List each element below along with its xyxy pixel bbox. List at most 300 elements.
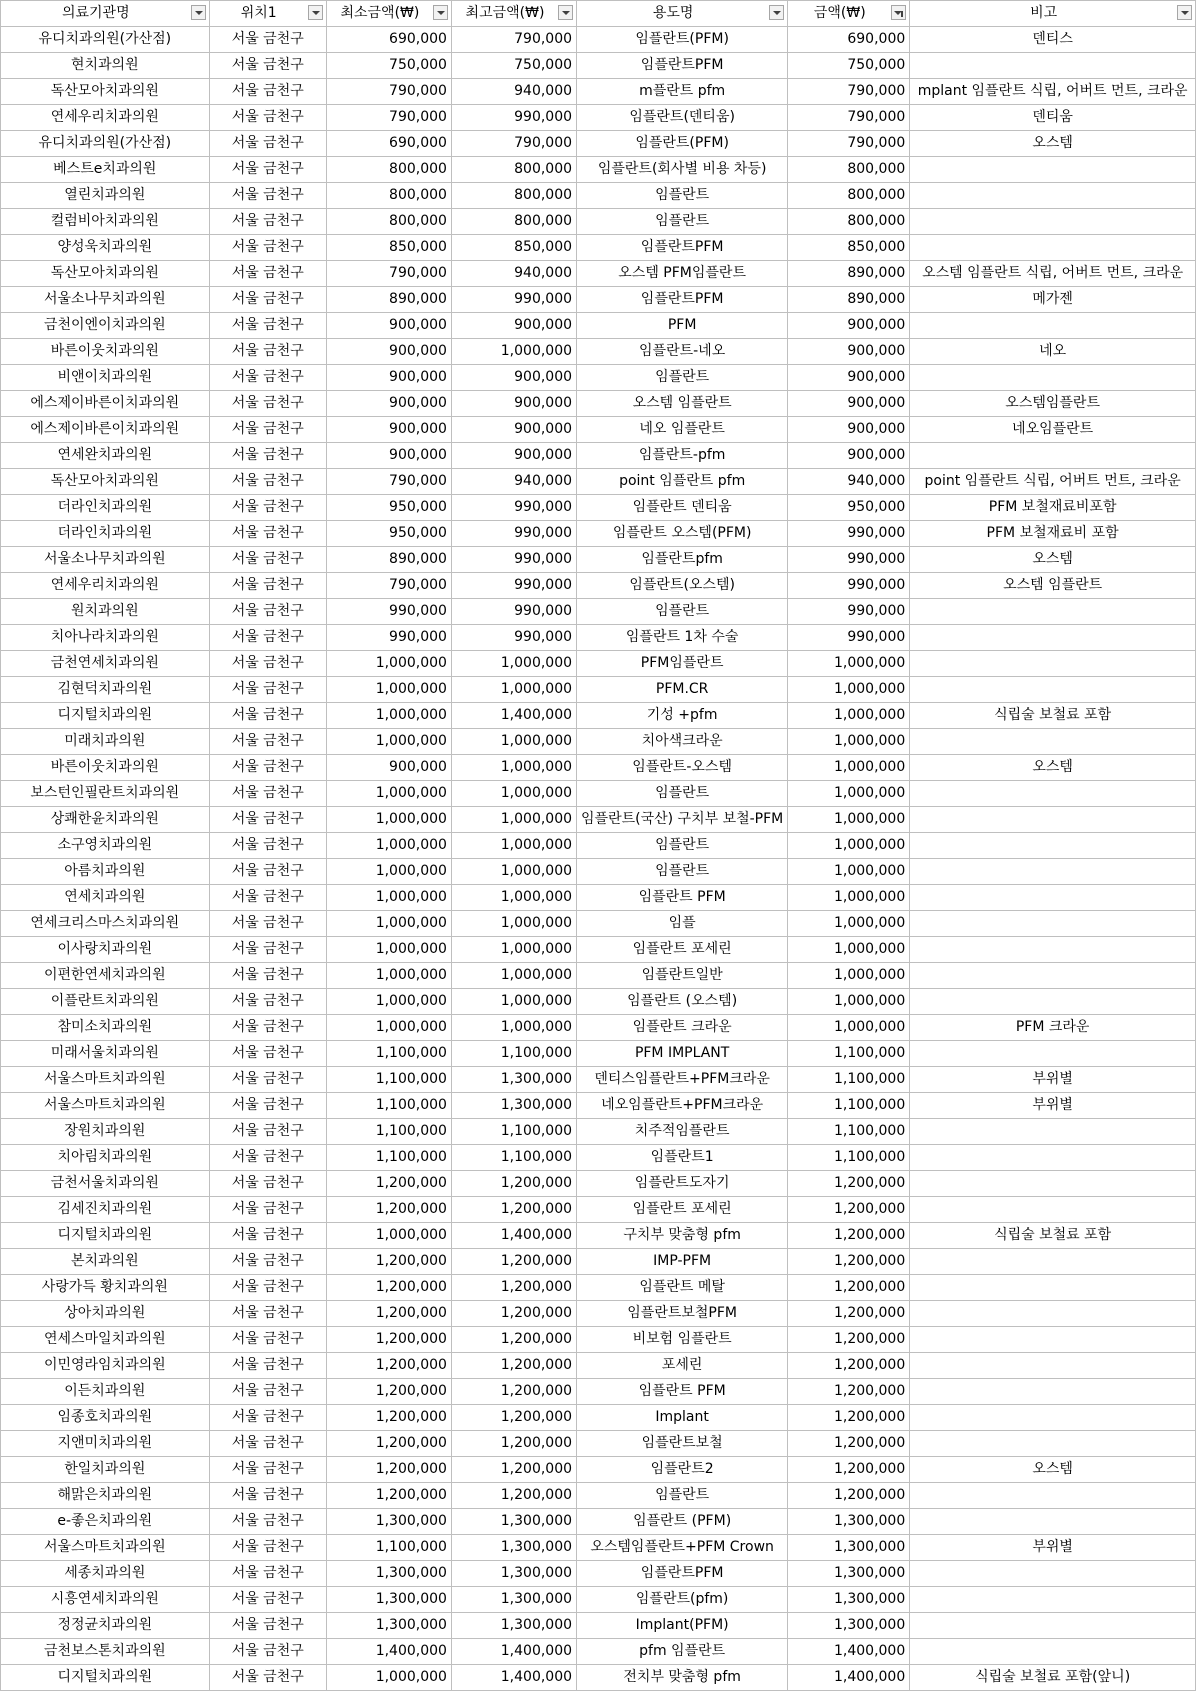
cell-institution-name[interactable]: 소구영치과의원: [1, 833, 210, 859]
cell-usage-name[interactable]: 임플란트-오스템: [577, 755, 788, 781]
cell-institution-name[interactable]: 바른이웃치과의원: [1, 755, 210, 781]
cell-max-amount[interactable]: 1,200,000: [451, 1353, 576, 1379]
cell-location[interactable]: 서울 금천구: [209, 547, 326, 573]
cell-usage-name[interactable]: PFM임플란트: [577, 651, 788, 677]
cell-location[interactable]: 서울 금천구: [209, 287, 326, 313]
cell-note[interactable]: [910, 365, 1196, 391]
cell-location[interactable]: 서울 금천구: [209, 1405, 326, 1431]
cell-note[interactable]: 식립술 보철료 포함: [910, 1223, 1196, 1249]
cell-institution-name[interactable]: 비앤이치과의원: [1, 365, 210, 391]
cell-amount[interactable]: 1,400,000: [788, 1665, 910, 1691]
cell-usage-name[interactable]: 임플란트PFM: [577, 287, 788, 313]
cell-min-amount[interactable]: 800,000: [326, 209, 451, 235]
cell-max-amount[interactable]: 1,100,000: [451, 1041, 576, 1067]
cell-amount[interactable]: 1,200,000: [788, 1197, 910, 1223]
cell-usage-name[interactable]: 임플란트PFM: [577, 235, 788, 261]
cell-amount[interactable]: 890,000: [788, 261, 910, 287]
cell-min-amount[interactable]: 790,000: [326, 79, 451, 105]
cell-amount[interactable]: 850,000: [788, 235, 910, 261]
cell-note[interactable]: [910, 1431, 1196, 1457]
cell-institution-name[interactable]: 현치과의원: [1, 53, 210, 79]
cell-max-amount[interactable]: 1,400,000: [451, 1223, 576, 1249]
cell-usage-name[interactable]: 임플란트1: [577, 1145, 788, 1171]
cell-location[interactable]: 서울 금천구: [209, 391, 326, 417]
cell-amount[interactable]: 950,000: [788, 495, 910, 521]
cell-max-amount[interactable]: 1,000,000: [451, 911, 576, 937]
cell-location[interactable]: 서울 금천구: [209, 1145, 326, 1171]
cell-institution-name[interactable]: 서울스마트치과의원: [1, 1067, 210, 1093]
cell-note[interactable]: [910, 183, 1196, 209]
cell-institution-name[interactable]: 더라인치과의원: [1, 521, 210, 547]
cell-amount[interactable]: 790,000: [788, 105, 910, 131]
cell-location[interactable]: 서울 금천구: [209, 1613, 326, 1639]
cell-location[interactable]: 서울 금천구: [209, 1509, 326, 1535]
cell-min-amount[interactable]: 800,000: [326, 157, 451, 183]
cell-location[interactable]: 서울 금천구: [209, 521, 326, 547]
cell-note[interactable]: [910, 1249, 1196, 1275]
cell-min-amount[interactable]: 1,200,000: [326, 1197, 451, 1223]
cell-note[interactable]: 식립술 보철료 포함(앞니): [910, 1665, 1196, 1691]
cell-max-amount[interactable]: 990,000: [451, 573, 576, 599]
cell-min-amount[interactable]: 1,300,000: [326, 1561, 451, 1587]
cell-usage-name[interactable]: 임플란트(국산) 구치부 보철-PFM: [577, 807, 788, 833]
cell-amount[interactable]: 1,300,000: [788, 1509, 910, 1535]
cell-location[interactable]: 서울 금천구: [209, 1197, 326, 1223]
cell-min-amount[interactable]: 1,000,000: [326, 859, 451, 885]
cell-max-amount[interactable]: 1,000,000: [451, 859, 576, 885]
cell-institution-name[interactable]: 김현덕치과의원: [1, 677, 210, 703]
cell-max-amount[interactable]: 940,000: [451, 469, 576, 495]
cell-institution-name[interactable]: 김세진치과의원: [1, 1197, 210, 1223]
cell-amount[interactable]: 1,200,000: [788, 1249, 910, 1275]
cell-max-amount[interactable]: 1,000,000: [451, 885, 576, 911]
cell-max-amount[interactable]: 1,200,000: [451, 1275, 576, 1301]
cell-institution-name[interactable]: 베스트e치과의원: [1, 157, 210, 183]
cell-location[interactable]: 서울 금천구: [209, 105, 326, 131]
cell-usage-name[interactable]: 기성 +pfm: [577, 703, 788, 729]
cell-max-amount[interactable]: 800,000: [451, 183, 576, 209]
cell-note[interactable]: 부위별: [910, 1535, 1196, 1561]
cell-amount[interactable]: 1,100,000: [788, 1041, 910, 1067]
cell-min-amount[interactable]: 790,000: [326, 469, 451, 495]
cell-usage-name[interactable]: 임플란트2: [577, 1457, 788, 1483]
cell-amount[interactable]: 800,000: [788, 157, 910, 183]
cell-min-amount[interactable]: 690,000: [326, 131, 451, 157]
cell-amount[interactable]: 1,200,000: [788, 1431, 910, 1457]
cell-note[interactable]: [910, 1509, 1196, 1535]
cell-max-amount[interactable]: 1,300,000: [451, 1561, 576, 1587]
cell-amount[interactable]: 1,200,000: [788, 1223, 910, 1249]
cell-location[interactable]: 서울 금천구: [209, 1587, 326, 1613]
cell-location[interactable]: 서울 금천구: [209, 469, 326, 495]
cell-min-amount[interactable]: 1,200,000: [326, 1327, 451, 1353]
cell-amount[interactable]: 790,000: [788, 79, 910, 105]
cell-institution-name[interactable]: 서울소나무치과의원: [1, 287, 210, 313]
cell-usage-name[interactable]: 임플란트(PFM): [577, 27, 788, 53]
cell-location[interactable]: 서울 금천구: [209, 729, 326, 755]
cell-min-amount[interactable]: 690,000: [326, 27, 451, 53]
cell-location[interactable]: 서울 금천구: [209, 1249, 326, 1275]
cell-usage-name[interactable]: 전치부 맞춤형 pfm: [577, 1665, 788, 1691]
cell-amount[interactable]: 900,000: [788, 391, 910, 417]
cell-amount[interactable]: 1,200,000: [788, 1457, 910, 1483]
cell-note[interactable]: [910, 1301, 1196, 1327]
cell-institution-name[interactable]: 임종호치과의원: [1, 1405, 210, 1431]
cell-usage-name[interactable]: 임플란트: [577, 859, 788, 885]
cell-usage-name[interactable]: 임플란트보철: [577, 1431, 788, 1457]
cell-note[interactable]: [910, 1613, 1196, 1639]
cell-location[interactable]: 서울 금천구: [209, 625, 326, 651]
cell-location[interactable]: 서울 금천구: [209, 235, 326, 261]
cell-note[interactable]: [910, 1041, 1196, 1067]
cell-note[interactable]: PFM 보철재료비포함: [910, 495, 1196, 521]
cell-max-amount[interactable]: 1,200,000: [451, 1171, 576, 1197]
cell-max-amount[interactable]: 1,200,000: [451, 1457, 576, 1483]
cell-usage-name[interactable]: 임플란트 포세린: [577, 1197, 788, 1223]
cell-max-amount[interactable]: 900,000: [451, 417, 576, 443]
cell-location[interactable]: 서울 금천구: [209, 1171, 326, 1197]
cell-amount[interactable]: 940,000: [788, 469, 910, 495]
cell-usage-name[interactable]: PFM: [577, 313, 788, 339]
cell-location[interactable]: 서울 금천구: [209, 183, 326, 209]
cell-note[interactable]: 식립술 보철료 포함: [910, 703, 1196, 729]
cell-amount[interactable]: 1,100,000: [788, 1093, 910, 1119]
cell-usage-name[interactable]: 임플: [577, 911, 788, 937]
cell-note[interactable]: [910, 53, 1196, 79]
cell-max-amount[interactable]: 1,000,000: [451, 989, 576, 1015]
cell-location[interactable]: 서울 금천구: [209, 573, 326, 599]
cell-usage-name[interactable]: 임플란트(오스템): [577, 573, 788, 599]
cell-institution-name[interactable]: 금천이엔이치과의원: [1, 313, 210, 339]
cell-amount[interactable]: 900,000: [788, 339, 910, 365]
cell-min-amount[interactable]: 1,000,000: [326, 677, 451, 703]
cell-max-amount[interactable]: 990,000: [451, 287, 576, 313]
cell-institution-name[interactable]: 이든치과의원: [1, 1379, 210, 1405]
cell-min-amount[interactable]: 890,000: [326, 287, 451, 313]
cell-location[interactable]: 서울 금천구: [209, 1301, 326, 1327]
cell-institution-name[interactable]: 금천보스톤치과의원: [1, 1639, 210, 1665]
cell-max-amount[interactable]: 1,000,000: [451, 651, 576, 677]
cell-institution-name[interactable]: 연세치과의원: [1, 885, 210, 911]
cell-note[interactable]: PFM 보철재료비 포함: [910, 521, 1196, 547]
cell-amount[interactable]: 1,200,000: [788, 1327, 910, 1353]
cell-min-amount[interactable]: 850,000: [326, 235, 451, 261]
cell-amount[interactable]: 800,000: [788, 183, 910, 209]
cell-location[interactable]: 서울 금천구: [209, 417, 326, 443]
cell-note[interactable]: [910, 1353, 1196, 1379]
filter-dropdown-icon[interactable]: [191, 5, 206, 20]
cell-max-amount[interactable]: 990,000: [451, 495, 576, 521]
cell-min-amount[interactable]: 950,000: [326, 495, 451, 521]
cell-max-amount[interactable]: 790,000: [451, 131, 576, 157]
cell-note[interactable]: [910, 807, 1196, 833]
cell-min-amount[interactable]: 750,000: [326, 53, 451, 79]
cell-amount[interactable]: 1,000,000: [788, 885, 910, 911]
cell-usage-name[interactable]: 임플란트(회사별 비용 차등): [577, 157, 788, 183]
cell-note[interactable]: [910, 1119, 1196, 1145]
cell-institution-name[interactable]: 연세완치과의원: [1, 443, 210, 469]
cell-institution-name[interactable]: 미래치과의원: [1, 729, 210, 755]
cell-usage-name[interactable]: pfm 임플란트: [577, 1639, 788, 1665]
cell-max-amount[interactable]: 1,000,000: [451, 729, 576, 755]
cell-note[interactable]: [910, 677, 1196, 703]
cell-max-amount[interactable]: 1,200,000: [451, 1301, 576, 1327]
cell-min-amount[interactable]: 900,000: [326, 417, 451, 443]
cell-location[interactable]: 서울 금천구: [209, 859, 326, 885]
cell-note[interactable]: [910, 443, 1196, 469]
cell-location[interactable]: 서울 금천구: [209, 1223, 326, 1249]
cell-location[interactable]: 서울 금천구: [209, 157, 326, 183]
cell-min-amount[interactable]: 1,100,000: [326, 1093, 451, 1119]
cell-note[interactable]: [910, 1587, 1196, 1613]
cell-amount[interactable]: 900,000: [788, 365, 910, 391]
cell-usage-name[interactable]: Implant(PFM): [577, 1613, 788, 1639]
cell-note[interactable]: [910, 937, 1196, 963]
cell-max-amount[interactable]: 990,000: [451, 625, 576, 651]
cell-max-amount[interactable]: 1,300,000: [451, 1587, 576, 1613]
cell-note[interactable]: point 임플란트 식립, 어버트 먼트, 크라운: [910, 469, 1196, 495]
cell-location[interactable]: 서울 금천구: [209, 261, 326, 287]
cell-amount[interactable]: 1,200,000: [788, 1275, 910, 1301]
cell-institution-name[interactable]: 서울스마트치과의원: [1, 1535, 210, 1561]
cell-institution-name[interactable]: 금천연세치과의원: [1, 651, 210, 677]
cell-min-amount[interactable]: 900,000: [326, 365, 451, 391]
cell-min-amount[interactable]: 1,300,000: [326, 1587, 451, 1613]
cell-max-amount[interactable]: 1,200,000: [451, 1405, 576, 1431]
cell-amount[interactable]: 990,000: [788, 547, 910, 573]
cell-location[interactable]: 서울 금천구: [209, 131, 326, 157]
cell-usage-name[interactable]: 네오임플란트+PFM크라운: [577, 1093, 788, 1119]
cell-note[interactable]: [910, 235, 1196, 261]
cell-min-amount[interactable]: 900,000: [326, 339, 451, 365]
cell-amount[interactable]: 1,000,000: [788, 781, 910, 807]
cell-amount[interactable]: 1,200,000: [788, 1483, 910, 1509]
cell-institution-name[interactable]: 미래서울치과의원: [1, 1041, 210, 1067]
cell-note[interactable]: [910, 729, 1196, 755]
cell-note[interactable]: [910, 781, 1196, 807]
cell-institution-name[interactable]: 금천서울치과의원: [1, 1171, 210, 1197]
cell-location[interactable]: 서울 금천구: [209, 703, 326, 729]
cell-location[interactable]: 서울 금천구: [209, 1327, 326, 1353]
cell-max-amount[interactable]: 900,000: [451, 365, 576, 391]
cell-usage-name[interactable]: 임플란트: [577, 833, 788, 859]
cell-usage-name[interactable]: 임플란트(PFM): [577, 131, 788, 157]
cell-max-amount[interactable]: 900,000: [451, 391, 576, 417]
cell-max-amount[interactable]: 940,000: [451, 79, 576, 105]
cell-usage-name[interactable]: point 임플란트 pfm: [577, 469, 788, 495]
cell-min-amount[interactable]: 1,300,000: [326, 1613, 451, 1639]
cell-institution-name[interactable]: 아름치과의원: [1, 859, 210, 885]
cell-max-amount[interactable]: 1,000,000: [451, 963, 576, 989]
cell-note[interactable]: [910, 989, 1196, 1015]
cell-min-amount[interactable]: 1,000,000: [326, 807, 451, 833]
cell-max-amount[interactable]: 1,300,000: [451, 1509, 576, 1535]
cell-institution-name[interactable]: 바른이웃치과의원: [1, 339, 210, 365]
sort-filter-dropdown-icon[interactable]: [891, 5, 906, 20]
cell-usage-name[interactable]: 치주적임플란트: [577, 1119, 788, 1145]
cell-note[interactable]: [910, 1327, 1196, 1353]
cell-max-amount[interactable]: 990,000: [451, 599, 576, 625]
cell-institution-name[interactable]: 원치과의원: [1, 599, 210, 625]
cell-min-amount[interactable]: 1,400,000: [326, 1639, 451, 1665]
cell-location[interactable]: 서울 금천구: [209, 781, 326, 807]
cell-min-amount[interactable]: 900,000: [326, 391, 451, 417]
cell-min-amount[interactable]: 1,200,000: [326, 1353, 451, 1379]
cell-amount[interactable]: 1,000,000: [788, 755, 910, 781]
cell-note[interactable]: 부위별: [910, 1067, 1196, 1093]
cell-institution-name[interactable]: 치아나라치과의원: [1, 625, 210, 651]
cell-location[interactable]: 서울 금천구: [209, 833, 326, 859]
cell-usage-name[interactable]: 임플란트 크라운: [577, 1015, 788, 1041]
cell-usage-name[interactable]: 임플란트 메탈: [577, 1275, 788, 1301]
cell-min-amount[interactable]: 1,000,000: [326, 1223, 451, 1249]
cell-max-amount[interactable]: 1,300,000: [451, 1613, 576, 1639]
cell-location[interactable]: 서울 금천구: [209, 677, 326, 703]
cell-note[interactable]: [910, 157, 1196, 183]
cell-note[interactable]: 메가젠: [910, 287, 1196, 313]
cell-min-amount[interactable]: 1,200,000: [326, 1379, 451, 1405]
cell-location[interactable]: 서울 금천구: [209, 1353, 326, 1379]
cell-location[interactable]: 서울 금천구: [209, 27, 326, 53]
cell-max-amount[interactable]: 1,000,000: [451, 755, 576, 781]
cell-amount[interactable]: 1,000,000: [788, 703, 910, 729]
cell-usage-name[interactable]: 오스템 임플란트: [577, 391, 788, 417]
cell-max-amount[interactable]: 1,100,000: [451, 1119, 576, 1145]
cell-note[interactable]: 오스템: [910, 755, 1196, 781]
cell-institution-name[interactable]: e-좋은치과의원: [1, 1509, 210, 1535]
cell-max-amount[interactable]: 900,000: [451, 443, 576, 469]
cell-note[interactable]: [910, 1639, 1196, 1665]
cell-institution-name[interactable]: 장원치과의원: [1, 1119, 210, 1145]
cell-min-amount[interactable]: 1,200,000: [326, 1249, 451, 1275]
cell-amount[interactable]: 1,100,000: [788, 1145, 910, 1171]
cell-max-amount[interactable]: 1,000,000: [451, 833, 576, 859]
cell-location[interactable]: 서울 금천구: [209, 885, 326, 911]
cell-usage-name[interactable]: 임플란트(덴티움): [577, 105, 788, 131]
cell-min-amount[interactable]: 1,000,000: [326, 937, 451, 963]
cell-institution-name[interactable]: 더라인치과의원: [1, 495, 210, 521]
cell-usage-name[interactable]: 임플란트: [577, 781, 788, 807]
cell-amount[interactable]: 1,300,000: [788, 1535, 910, 1561]
cell-amount[interactable]: 1,000,000: [788, 911, 910, 937]
cell-note[interactable]: 오스템: [910, 547, 1196, 573]
cell-institution-name[interactable]: 독산모아치과의원: [1, 261, 210, 287]
cell-institution-name[interactable]: 세종치과의원: [1, 1561, 210, 1587]
cell-institution-name[interactable]: 서울스마트치과의원: [1, 1093, 210, 1119]
cell-note[interactable]: [910, 1171, 1196, 1197]
cell-min-amount[interactable]: 1,000,000: [326, 989, 451, 1015]
cell-max-amount[interactable]: 800,000: [451, 157, 576, 183]
cell-max-amount[interactable]: 1,200,000: [451, 1483, 576, 1509]
cell-note[interactable]: [910, 1275, 1196, 1301]
cell-location[interactable]: 서울 금천구: [209, 1275, 326, 1301]
cell-location[interactable]: 서울 금천구: [209, 1431, 326, 1457]
cell-note[interactable]: 오스템임플란트: [910, 391, 1196, 417]
cell-usage-name[interactable]: 오스템임플란트+PFM Crown: [577, 1535, 788, 1561]
cell-institution-name[interactable]: 열린치과의원: [1, 183, 210, 209]
cell-location[interactable]: 서울 금천구: [209, 1119, 326, 1145]
cell-min-amount[interactable]: 1,100,000: [326, 1145, 451, 1171]
cell-location[interactable]: 서울 금천구: [209, 1379, 326, 1405]
cell-note[interactable]: 오스템 임플란트: [910, 573, 1196, 599]
filter-dropdown-icon[interactable]: [433, 5, 448, 20]
cell-institution-name[interactable]: 이민영라임치과의원: [1, 1353, 210, 1379]
cell-amount[interactable]: 1,400,000: [788, 1639, 910, 1665]
cell-location[interactable]: 서울 금천구: [209, 1457, 326, 1483]
cell-note[interactable]: [910, 1561, 1196, 1587]
cell-amount[interactable]: 1,000,000: [788, 651, 910, 677]
cell-institution-name[interactable]: 유디치과의원(가산점): [1, 27, 210, 53]
cell-institution-name[interactable]: 양성욱치과의원: [1, 235, 210, 261]
cell-institution-name[interactable]: 본치과의원: [1, 1249, 210, 1275]
cell-location[interactable]: 서울 금천구: [209, 807, 326, 833]
cell-location[interactable]: 서울 금천구: [209, 1561, 326, 1587]
cell-max-amount[interactable]: 1,000,000: [451, 339, 576, 365]
cell-institution-name[interactable]: 연세크리스마스치과의원: [1, 911, 210, 937]
cell-note[interactable]: 부위별: [910, 1093, 1196, 1119]
cell-min-amount[interactable]: 1,200,000: [326, 1171, 451, 1197]
cell-location[interactable]: 서울 금천구: [209, 443, 326, 469]
cell-max-amount[interactable]: 1,400,000: [451, 703, 576, 729]
cell-amount[interactable]: 1,200,000: [788, 1171, 910, 1197]
cell-usage-name[interactable]: 임플란트: [577, 1483, 788, 1509]
cell-usage-name[interactable]: 임플란트 (오스템): [577, 989, 788, 1015]
cell-amount[interactable]: 790,000: [788, 131, 910, 157]
cell-institution-name[interactable]: 보스턴인필란트치과의원: [1, 781, 210, 807]
cell-max-amount[interactable]: 800,000: [451, 209, 576, 235]
cell-min-amount[interactable]: 990,000: [326, 625, 451, 651]
cell-amount[interactable]: 1,200,000: [788, 1301, 910, 1327]
cell-location[interactable]: 서울 금천구: [209, 1015, 326, 1041]
cell-location[interactable]: 서울 금천구: [209, 1639, 326, 1665]
cell-institution-name[interactable]: 이편한연세치과의원: [1, 963, 210, 989]
cell-max-amount[interactable]: 990,000: [451, 521, 576, 547]
filter-dropdown-icon[interactable]: [308, 5, 323, 20]
cell-institution-name[interactable]: 서울소나무치과의원: [1, 547, 210, 573]
cell-institution-name[interactable]: 에스제이바른이치과의원: [1, 417, 210, 443]
cell-amount[interactable]: 1,300,000: [788, 1587, 910, 1613]
cell-max-amount[interactable]: 850,000: [451, 235, 576, 261]
cell-min-amount[interactable]: 990,000: [326, 599, 451, 625]
cell-location[interactable]: 서울 금천구: [209, 963, 326, 989]
cell-note[interactable]: 네오: [910, 339, 1196, 365]
cell-usage-name[interactable]: Implant: [577, 1405, 788, 1431]
cell-note[interactable]: [910, 1483, 1196, 1509]
cell-institution-name[interactable]: 컬럼비아치과의원: [1, 209, 210, 235]
cell-amount[interactable]: 990,000: [788, 521, 910, 547]
cell-amount[interactable]: 900,000: [788, 443, 910, 469]
cell-institution-name[interactable]: 사랑가득 황치과의원: [1, 1275, 210, 1301]
cell-min-amount[interactable]: 950,000: [326, 521, 451, 547]
cell-location[interactable]: 서울 금천구: [209, 1483, 326, 1509]
cell-note[interactable]: [910, 599, 1196, 625]
cell-amount[interactable]: 1,000,000: [788, 963, 910, 989]
cell-location[interactable]: 서울 금천구: [209, 313, 326, 339]
cell-min-amount[interactable]: 1,200,000: [326, 1483, 451, 1509]
cell-min-amount[interactable]: 1,000,000: [326, 729, 451, 755]
cell-location[interactable]: 서울 금천구: [209, 365, 326, 391]
cell-min-amount[interactable]: 1,000,000: [326, 1015, 451, 1041]
cell-institution-name[interactable]: 연세스마일치과의원: [1, 1327, 210, 1353]
cell-amount[interactable]: 1,000,000: [788, 937, 910, 963]
cell-institution-name[interactable]: 지앤미치과의원: [1, 1431, 210, 1457]
cell-institution-name[interactable]: 치아림치과의원: [1, 1145, 210, 1171]
cell-amount[interactable]: 1,100,000: [788, 1067, 910, 1093]
cell-usage-name[interactable]: 임플란트: [577, 209, 788, 235]
cell-usage-name[interactable]: 임플란트 (PFM): [577, 1509, 788, 1535]
cell-min-amount[interactable]: 1,000,000: [326, 911, 451, 937]
cell-note[interactable]: 오스템: [910, 1457, 1196, 1483]
